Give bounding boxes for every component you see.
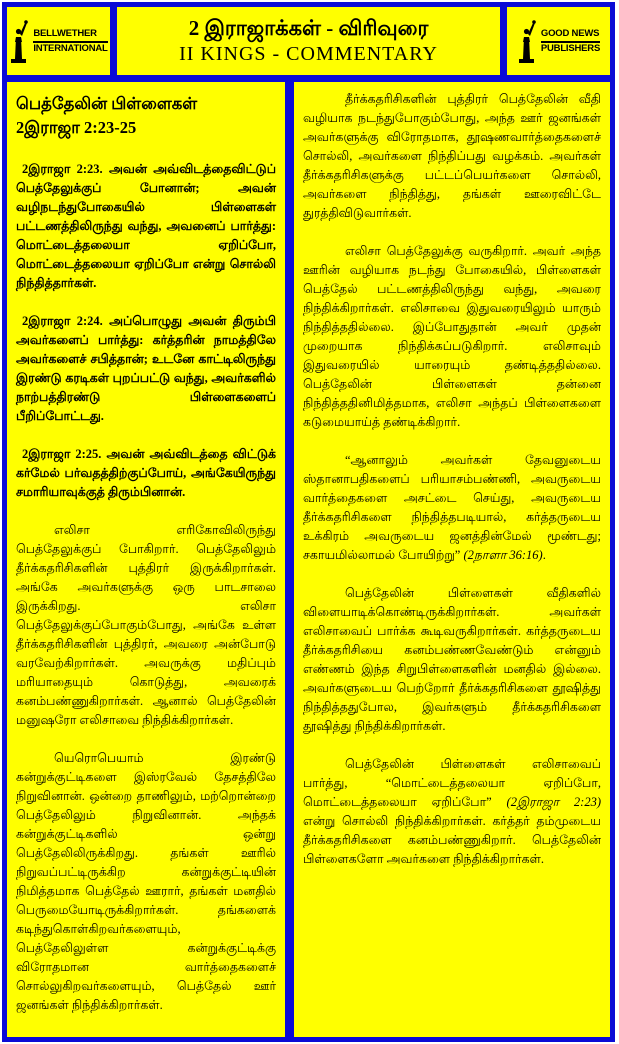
goodnews-logo-sub: PUBLISHERS [540,42,601,54]
page-frame [2,2,615,1042]
paragraph-text: பெத்தேலின் பிள்ளைகள் வீதிகளில் விளையாடிக்கொண்டிருக்கிறார்கள். அவர்கள் எலிசாவைப் பார்க்க கூடிவருகிறார்கள். கர்த்தருடைய தீர்க்கதரிசியை கனம்பண்ணவேண்டும் என்னும் எண்ணம் இந்த சிறுபிள்ளைகளின் மனதில் இல்லை. அவர்களுடைய பெற்றோர் தீர்க்கதரிசிகளை தூஷித்து நிந்தித்ததுபோல, இவர்களும் தீர்க்கதரிசிகளை தூஷித்து நிந்திக்கிறார்கள். [303,586,601,733]
bellwether-logo [7,7,110,75]
page-title-tamil: 2 இராஜாக்கள் - விரிவுரை [188,16,429,40]
paragraph-text: என்று சொல்லி நிந்திக்கிறார்கள். கர்த்தர் தம்முடைய தீர்க்கதரிசிகளை கனம்பண்ணுகிறார். பெத்தேலின் பிள்ளைகளோ அவர்களை நிந்திக்கிறார்கள். [303,814,601,866]
statue-icon [9,19,29,63]
paragraph-text: எலிசா பெத்தேலுக்கு வருகிறார். அவர் அந்த ஊரின் வழியாக நடந்து போகையில், பிள்ளைகள் பெத்தேல் பட்டணத்திலிருந்து வந்து, அவரை நிந்திக்கிறார்கள். எலிசாவை இதுவரையிலும் யாரும் நிந்தித்ததில்லை. இப்போதுதான் அவர் முதன் முறையாக நிந்திக்கப்படுகிறார். எலிசாவும் இதுவரையில் யாரையும் தண்டித்ததில்லை. பெத்தேலின் பிள்ளைகள் தன்னை நிந்தித்ததினிமித்தமாக, எலிசா அந்தப் பிள்ளைகளை கடுமையாய்த் தண்டிக்கிறார். [303,244,601,429]
verse-paragraph-2-23: 2இராஜா 2:23. அவன் அவ்விடத்தைவிட்டுப் பெத்தேலுக்குப் போனான்; அவன் வழிநடந்துபோகையில் பிள்ளைகள் பட்டணத்திலிருந்து வந்து, அவனைப் பார்த்து: மொட்டைத்தலையா ஏறிப்போ, மொட்டைத்தலையா ஏறிப்போ என்று சொல்லி நிந்தித்தார்கள். [16,162,276,290]
commentary-paragraph: எலிசா எரிகோவிலிருந்து பெத்தேலுக்குப் போகிறார். பெத்தேலிலும் தீர்க்கதரிசிகளின் புத்திரர் இருக்கிறார்கள். அங்கே அவர்களுக்கு ஒரு பாடசாலை இருக்கிறது. எலிசா பெத்தேலுக்குப்போகும்போது, அங்கே உள்ள தீர்க்கதரிசிகளின் புத்திரர், அவரை அன்போடு வரவேற்கிறார்கள். அவருக்கு மதிப்பும் மரியாதையும் கொடுத்து, அவரைக் கனம்பண்ணுகிறார்கள். ஆனால் பெத்தேலின் மனுஷரோ எலிசாவை நிந்திக்கிறார்கள். [16,523,276,727]
quote-paragraph [303,451,601,565]
page-title-english: II KINGS - COMMENTARY [179,43,438,65]
title-box [117,7,500,75]
commentary-paragraph: யெரொபெயாம் இரண்டு கன்றுக்குட்டிகளை இஸ்ரவேல் தேசத்திலே நிறுவினான். ஒன்றை தாணிலும், மற்றொன்றை பெத்தேலிலும் நிறுவினான். அந்தக் கன்றுக்குட்டிகளில் ஒன்று பெத்தேலிலிருக்கிறது. தங்கள் ஊரில் நிறுவப்பட்டிருக்கிற கன்றுக்குட்டியின் நிமித்தமாக பெத்தேல் ஊரார், தங்கள் மனதில் பெருமையோடிருக்கிறார்கள். தங்களைக் கடிந்துகொள்கிறவர்களையும், பெத்தேலிலுள்ள கன்றுக்குட்டிக்கு விரோதமான வார்த்தைகளைச் சொல்லுகிறவர்களையும், பெத்தேல் ஊர் ஜனங்கள் நிந்திக்கிறார்கள். [16,751,276,1012]
scripture-reference: (2நாளா 36:16) [463,548,543,562]
bellwether-logo-name: BELLWETHER [33,28,107,43]
left-column [7,82,285,1037]
header [7,7,610,75]
paragraph-text: தீர்க்கதரிசிகளின் புத்திரர் பெத்தேலின் வீதி வழியாக நடந்துபோகும்போது, அந்த ஊர் ஜனங்கள் அவர்களுக்கு விரோதமாக, தூஷணவார்த்தைகளைச் சொல்லி, அவர்களை நிந்திப்பது வழக்கம். அவர்கள் தீர்க்கதரிசிகளுக்கு பட்டப்பெயர்களை சொல்லி, அவர்களை நிந்தித்து, தங்கள் ஊரைவிட்டே துரத்திவிடுவார்கள். [303,92,601,220]
content-area [7,82,610,1037]
paragraph-text: . [542,548,546,562]
commentary-paragraph [303,90,601,223]
bellwether-logo-text [33,28,107,55]
verse-paragraph-2-24: 2இராஜா 2:24. அப்பொழுது அவன் திரும்பி அவர்களைப் பார்த்து: கர்த்தரின் நாமத்திலே அவர்களைச் சபித்தான்; உடனே காட்டிலிருந்து இரண்டு கரடிகள் புறப்பட்டு வந்து, அவர்களில் நாற்பத்திரண்டு பிள்ளைகளைப் பீறிப்போட்டது. [16,314,276,423]
section-heading [16,92,276,140]
goodnews-logo-name: GOOD NEWS [541,28,600,43]
commentary-paragraph [303,242,601,432]
commentary-paragraph [303,584,601,736]
right-column [294,82,610,1037]
goodnews-logo-text [541,28,600,55]
bellwether-logo-sub: INTERNATIONAL [33,42,108,54]
goodnews-logo [507,7,610,75]
section-heading-reference: 2இராஜா 2:23-25 [16,118,137,137]
paragraph-text: பெத்தேலின் பிள்ளைகள் எலிசாவைப் பார்த்து, “மொட்டைத்தலையா ஏறிப்போ, மொட்டைத்தலையா ஏறிப்போ” [303,757,601,809]
commentary-paragraph [303,755,601,869]
scripture-reference: (2இராஜா 2:23) [506,795,601,809]
verse-paragraph-2-25: 2இராஜா 2:25. அவன் அவ்விடத்தை விட்டுக் கர்மேல் பர்வதத்திற்குப்போய், அங்கேயிருந்து சமாரியாவுக்குத் திரும்பினான். [16,447,276,499]
paragraph-text: “ஆனாலும் அவர்கள் தேவனுடைய ஸ்தானாபதிகளைப் பரியாசம்பண்ணி, அவருடைய வார்த்தைகளை அசட்டை செய்து, அவருடைய தீர்க்கதரிசிகளை நிந்தித்தபடியால், கர்த்தருடைய உக்கிரம் அவருடைய ஜனத்தின்மேல் மூண்டது; சகாயமில்லாமல் போயிற்று” [303,453,601,562]
statue-icon [517,19,537,63]
section-heading-title: பெத்தேலின் பிள்ளைகள் [16,94,198,113]
